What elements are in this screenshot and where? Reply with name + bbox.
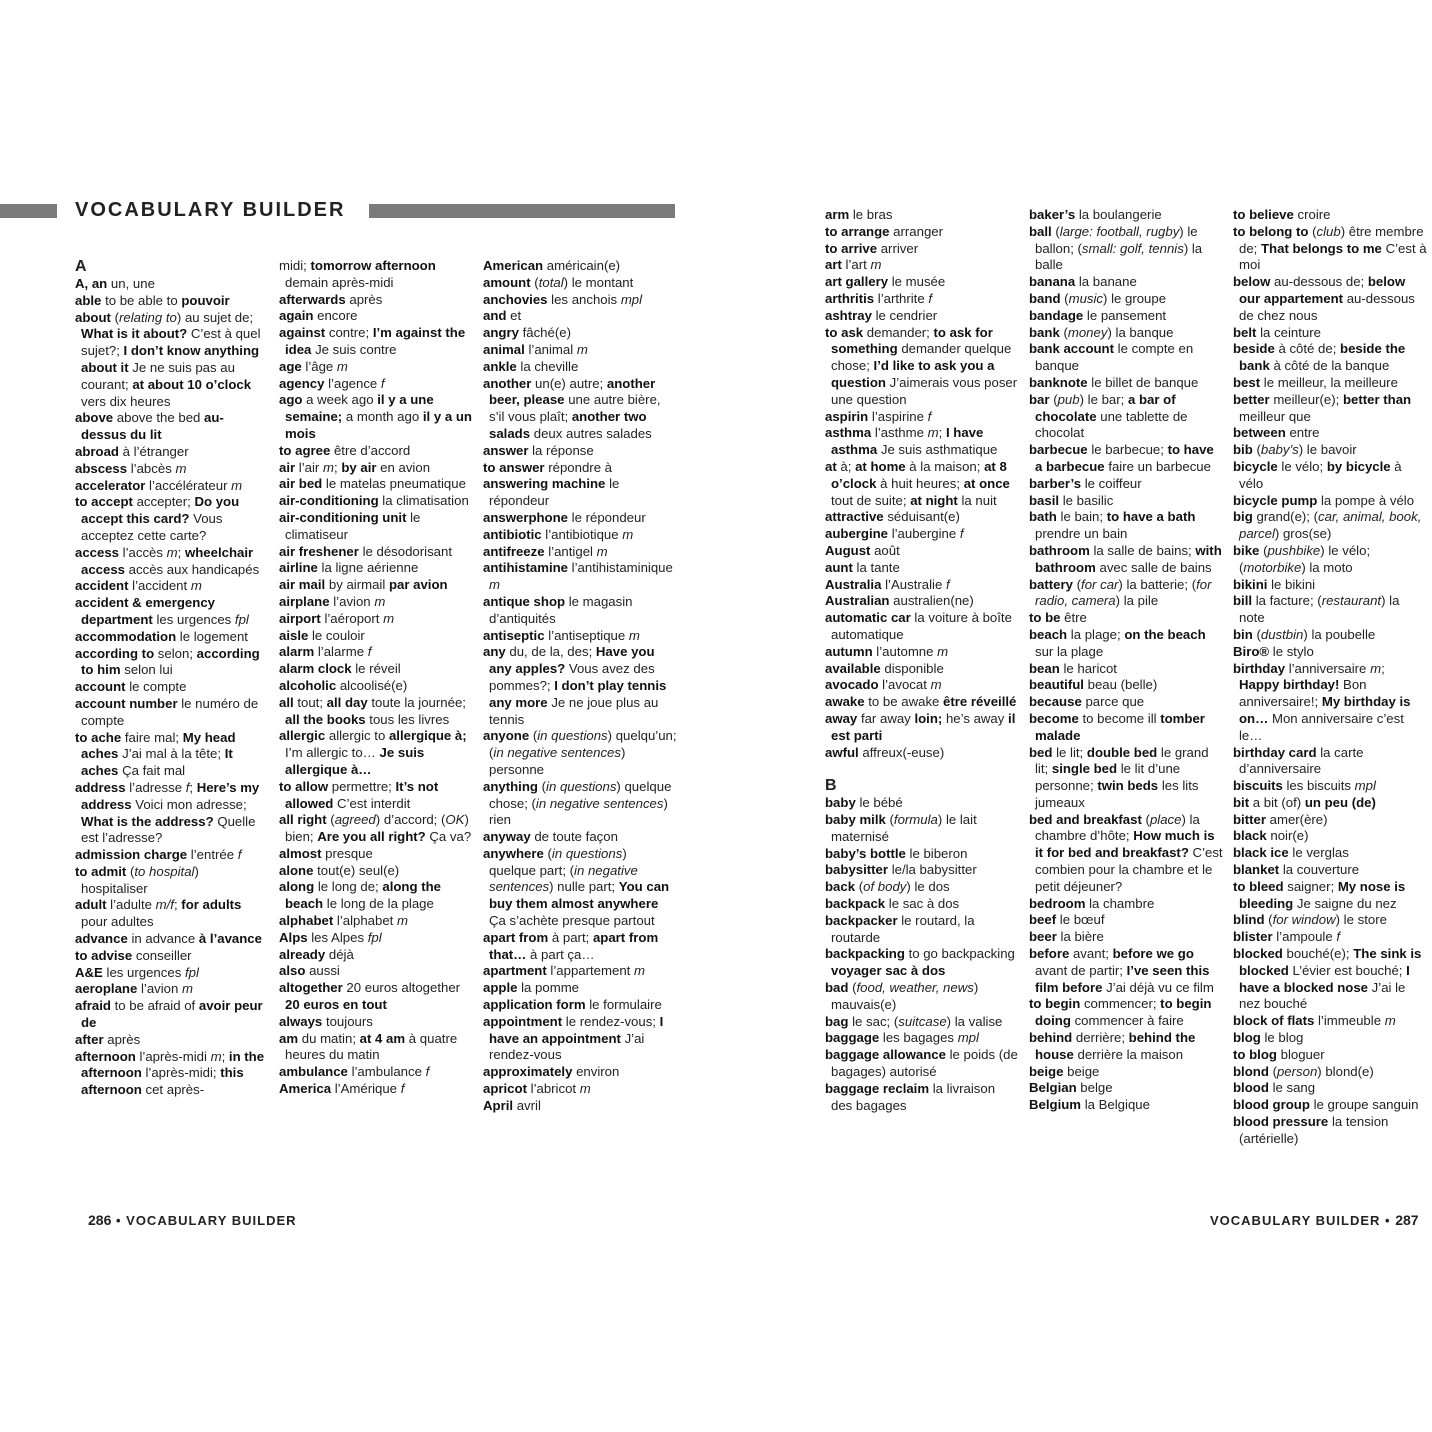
- dictionary-entry: ball (large: football, rugby) le ballon; (small: golf, tennis) la balle: [1029, 223, 1203, 273]
- dictionary-entry: alarm clock le réveil: [279, 661, 401, 677]
- dictionary-entry: to admit (to hospital) hospitaliser: [75, 863, 199, 896]
- page-title: VOCABULARY BUILDER: [75, 199, 346, 221]
- dictionary-entry: to agree être d’accord: [279, 442, 411, 458]
- dictionary-entry: to ask demander; to ask for something demander quelque chose; I’d like to ask you a question J’aimerais vous poser une question: [825, 324, 1018, 407]
- dictionary-entry: anywhere (in questions) quelque part; (in negative sentences) nulle part; You can buy them almost anywhere Ça s’achète presque partout: [483, 845, 670, 929]
- dictionary-entry: ashtray le cendrier: [825, 307, 938, 323]
- dictionary-entry: about (relating to) au sujet de; What is it about? C’est à quel sujet?; I don’t know anything about it Je ne suis pas au courant; at about 10 o’clock vers dix heures: [75, 309, 261, 409]
- dictionary-entry: beside à côté de; beside the bank à côté de la banque: [1233, 341, 1406, 374]
- dictionary-entry: barber’s le coiffeur: [1029, 475, 1142, 491]
- dictionary-entry: between entre: [1233, 425, 1320, 441]
- dictionary-entry: bin (dustbin) la poubelle: [1233, 626, 1376, 642]
- footer-right-label: VOCABULARY BUILDER •: [1210, 1213, 1391, 1228]
- dictionary-entry: another un(e) autre; another beer, please une autre bière, s’il vous plaît; another two salads deux autres salades: [483, 375, 661, 441]
- dictionary-entry: baby’s bottle le biberon: [825, 845, 968, 861]
- dictionary-entry: alcoholic alcoolisé(e): [279, 677, 408, 693]
- dictionary-entry: banknote le billet de banque: [1029, 374, 1199, 390]
- dictionary-entry: better meilleur(e); better than meilleur que: [1233, 391, 1412, 424]
- dictionary-entry: antihistamine l’antihistaminique m: [483, 560, 673, 593]
- dictionary-entry: best le meilleur, la meilleure: [1233, 374, 1398, 390]
- dictionary-entry: to arrive arriver: [825, 240, 919, 256]
- dictionary-entry: age l’âge m: [279, 358, 348, 374]
- dictionary-entry: air mail by airmail par avion: [279, 577, 448, 593]
- dictionary-entry: allergic allergic to allergique à; I’m allergic to… Je suis allergique à…: [279, 728, 467, 777]
- dictionary-entry: America l’Amérique f: [279, 1081, 405, 1097]
- dictionary-entry: to accept accepter; Do you accept this card? Vous acceptez cette carte?: [75, 494, 240, 543]
- dictionary-entry: air l’air m; by air en avion: [279, 459, 431, 475]
- dictionary-column-3: [483, 258, 677, 1115]
- dictionary-entry: according to selon; according to him selon lui: [75, 645, 260, 678]
- dictionary-entry: anchovies les anchois mpl: [483, 291, 643, 307]
- dictionary-entry: answering machine le répondeur: [483, 476, 620, 509]
- dictionary-column-5: [1029, 207, 1223, 1114]
- dictionary-entry: Belgium la Belgique: [1029, 1097, 1150, 1113]
- dictionary-entry: aubergine l’aubergine f: [825, 526, 964, 542]
- header-bar-right: [369, 204, 675, 218]
- dictionary-entry: all right (agreed) d’accord; (OK) bien; Are you all right? Ça va?: [279, 812, 472, 845]
- dictionary-entry: bad (food, weather, news) mauvais(e): [825, 980, 979, 1012]
- letter-heading: A: [75, 258, 87, 275]
- dictionary-entry: Australian australien(ne): [825, 593, 974, 609]
- dictionary-entry: to allow permettre; It’s not allowed C’est interdit: [279, 778, 439, 811]
- dictionary-entry: beef le bœuf: [1029, 912, 1105, 928]
- dictionary-entry: advance in advance à l’avance: [75, 931, 262, 947]
- dictionary-entry: animal l’animal m: [483, 341, 588, 357]
- dictionary-entry: apart from à part; apart from that… à part ça…: [483, 929, 659, 962]
- dictionary-entry: awake to be awake être réveillé: [825, 694, 1017, 710]
- page-number-right: 287: [1395, 1212, 1419, 1228]
- footer-right: [1210, 1212, 1419, 1228]
- dictionary-entry: access l’accès m; wheelchair access accès aux handicapés: [75, 544, 260, 577]
- dictionary-entry: baggage allowance le poids (de bagages) autorisé: [825, 1047, 1018, 1080]
- dictionary-entry: after après: [75, 1031, 141, 1047]
- dictionary-entry: babysitter le/la babysitter: [825, 862, 977, 878]
- dictionary-column-4: [825, 207, 1019, 1114]
- dictionary-entry: ago a week ago il y a une semaine; a month ago il y a un mois: [279, 392, 472, 441]
- dictionary-column-2: [279, 258, 473, 1098]
- dictionary-entry: art l’art m: [825, 257, 882, 273]
- dictionary-entry: admission charge l’entrée f: [75, 847, 242, 863]
- dictionary-entry: blind (for window) le store: [1233, 912, 1387, 928]
- dictionary-entry: afraid to be afraid of avoir peur de: [75, 998, 263, 1031]
- dictionary-entry: blocked bouché(e); The sink is blocked L’évier est bouché; I have a blocked nose J’ai le nez bouché: [1233, 946, 1422, 1012]
- dictionary-entry: birthday l’anniversaire m; Happy birthday! Bon anniversaire!; My birthday is on… Mon anniversaire c’est le…: [1233, 660, 1411, 743]
- dictionary-entry: April avril: [483, 1097, 541, 1113]
- dictionary-entry: below au-dessous de; below our appartement au-dessous de chez nous: [1233, 274, 1415, 323]
- dictionary-entry: ankle la cheville: [483, 358, 579, 374]
- dictionary-entry: black noir(e): [1233, 828, 1309, 844]
- dictionary-entry: arthritis l’arthrite f: [825, 290, 933, 306]
- dictionary-entry: antifreeze l’antigel m: [483, 543, 608, 559]
- dictionary-entry: bit a bit (of) un peu (de): [1233, 794, 1376, 810]
- dictionary-entry: antique shop le magasin d’antiquités: [483, 593, 633, 626]
- dictionary-entry: automatic car la voiture à boîte automatique: [825, 610, 1012, 642]
- dictionary-entry: back (of body) le dos: [825, 879, 950, 895]
- dictionary-entry: ambulance l’ambulance f: [279, 1064, 430, 1080]
- dictionary-entry: baggage les bagages mpl: [825, 1030, 979, 1046]
- dictionary-entry: already déjà: [279, 946, 354, 962]
- dictionary-entry: bathroom la salle de bains; with bathroom avec salle de bains: [1029, 542, 1222, 575]
- dictionary-entry: bandage le pansement: [1029, 307, 1167, 323]
- dictionary-entry: blond (person) blond(e): [1233, 1063, 1374, 1079]
- dictionary-entry: beige beige: [1029, 1063, 1100, 1079]
- dictionary-entry: alphabet l’alphabet m: [279, 913, 409, 929]
- dictionary-column-6: [1233, 207, 1427, 1148]
- dictionary-entry: bitter amer(ère): [1233, 811, 1328, 827]
- dictionary-entry: antiseptic l’antiseptique m: [483, 627, 640, 643]
- dictionary-entry: bag le sac; (suitcase) la valise: [825, 1013, 1003, 1029]
- dictionary-entry: baby le bébé: [825, 795, 903, 811]
- dictionary-entry: above above the bed au-dessus du lit: [75, 410, 224, 443]
- dictionary-entry: and et: [483, 308, 522, 324]
- dictionary-entry: bicycle pump la pompe à vélo: [1233, 492, 1415, 508]
- page-number-left: 286: [88, 1212, 112, 1228]
- dictionary-entry: Biro® le stylo: [1233, 643, 1314, 659]
- dictionary-entry: to arrange arranger: [825, 223, 944, 239]
- dictionary-entry: air bed le matelas pneumatique: [279, 476, 466, 492]
- dictionary-entry: aspirin l’aspirine f: [825, 408, 932, 424]
- dictionary-entry: amount (total) le montant: [483, 274, 634, 290]
- dictionary-entry: biscuits les biscuits mpl: [1233, 778, 1376, 794]
- dictionary-entry: bikini le bikini: [1233, 576, 1316, 592]
- dictionary-entry: battery (for car) la batterie; (for radio, camera) la pile: [1029, 576, 1212, 609]
- dictionary-entry: bar (pub) le bar; a bar of chocolate une tablette de chocolat: [1029, 391, 1188, 441]
- dictionary-entry: band (music) le groupe: [1029, 290, 1167, 306]
- dictionary-entry: August août: [825, 542, 900, 558]
- dictionary-entry: accommodation le logement: [75, 628, 248, 644]
- dictionary-entry: autumn l’automne m: [825, 643, 949, 659]
- dictionary-entry: blanket la couverture: [1233, 862, 1360, 878]
- dictionary-entry: address l’adresse f; Here’s my address Voici mon adresse; What is the address? Quelle est l’adresse?: [75, 779, 260, 846]
- dictionary-entry: Australia l’Australie f: [825, 576, 950, 592]
- dictionary-entry: approximately environ: [483, 1064, 620, 1080]
- dictionary-entry: air freshener le désodorisant: [279, 543, 453, 559]
- dictionary-entry: block of flats l’immeuble m: [1233, 1013, 1396, 1029]
- dictionary-entry: attractive séduisant(e): [825, 509, 960, 525]
- dictionary-entry: midi; tomorrow afternoon demain après-midi: [279, 258, 436, 290]
- dictionary-entry: afternoon l’après-midi m; in the afternoon l’après-midi; this afternoon cet après-: [75, 1048, 265, 1098]
- dictionary-entry: barbecue le barbecue; to have a barbecue faire un barbecue: [1029, 442, 1214, 474]
- dictionary-entry: apple la pomme: [483, 980, 580, 996]
- dictionary-entry: behind derrière; behind the house derrière la maison: [1029, 1030, 1196, 1062]
- dictionary-entry: also aussi: [279, 963, 340, 979]
- dictionary-entry: blood le sang: [1233, 1080, 1316, 1096]
- dictionary-entry: to belong to (club) être membre de; That belongs to me C’est à moi: [1233, 223, 1427, 273]
- dictionary-entry: airport l’aéroport m: [279, 610, 395, 626]
- dictionary-entry: blister l’ampoule f: [1233, 929, 1341, 945]
- footer-left: [88, 1212, 297, 1228]
- dictionary-entry: account number le numéro de compte: [75, 695, 259, 728]
- dictionary-entry: anything (in questions) quelque chose; (in negative sentences) rien: [483, 778, 672, 828]
- dictionary-entry: birthday card la carte d’anniversaire: [1233, 744, 1364, 777]
- dictionary-entry: accelerator l’accélérateur m: [75, 477, 243, 493]
- dictionary-entry: bed and breakfast (place) la chambre d’hôte; How much is it for bed and breakfast? C’est combien pour la chambre et le petit déjeuner?: [1029, 811, 1223, 894]
- dictionary-entry: answer la réponse: [483, 442, 594, 458]
- dictionary-entry: backpacker le routard, la routarde: [825, 912, 975, 945]
- dictionary-entry: airplane l’avion m: [279, 593, 386, 609]
- dictionary-entry: baggage reclaim la livraison des bagages: [825, 1080, 996, 1113]
- dictionary-entry: any du, de la, des; Have you any apples? Vous avez des pommes?; I don’t play tennis any more Je ne joue plus au tennis: [483, 644, 667, 727]
- dictionary-entry: all tout; all day toute la journée; all the books tous les livres: [279, 694, 466, 727]
- dictionary-entry: aisle le couloir: [279, 627, 365, 643]
- dictionary-entry: alone tout(e) seul(e): [279, 862, 400, 878]
- dictionary-entry: bed le lit; double bed le grand lit; single bed le lit d’une personne; twin beds les lits jumeaux: [1029, 744, 1209, 810]
- dictionary-entry: American américain(e): [483, 258, 621, 273]
- dictionary-entry: banana la banane: [1029, 274, 1137, 290]
- dictionary-entry: baby milk (formula) le lait maternisé: [825, 812, 977, 844]
- dictionary-entry: to ache faire mal; My head aches J’ai mal à la tête; It aches Ça fait mal: [75, 729, 236, 779]
- dictionary-entry: Belgian belge: [1029, 1080, 1113, 1096]
- dictionary-entry: backpack le sac à dos: [825, 896, 960, 912]
- dictionary-entry: appointment le rendez-vous; I have an appointment J’ai rendez-vous: [483, 1013, 664, 1063]
- dictionary-entry: accident & emergency department les urgences fpl: [75, 595, 249, 627]
- dictionary-entry: able to be able to pouvoir: [75, 292, 230, 308]
- dictionary-entry: apricot l’abricot m: [483, 1081, 591, 1097]
- dictionary-entry: Alps les Alpes fpl: [279, 929, 382, 945]
- dictionary-entry: to be être: [1029, 610, 1087, 626]
- dictionary-entry: to advise conseiller: [75, 947, 192, 963]
- dictionary-entry: to answer répondre à: [483, 459, 613, 475]
- dictionary-entry: art gallery le musée: [825, 274, 946, 290]
- dictionary-entry: aeroplane l’avion m: [75, 981, 194, 997]
- dictionary-entry: because parce que: [1029, 694, 1145, 710]
- dictionary-entry: available disponible: [825, 660, 944, 676]
- dictionary-entry: afterwards après: [279, 291, 383, 307]
- dictionary-entry: bath le bain; to have a bath prendre un bain: [1029, 509, 1196, 542]
- dictionary-entry: anyway de toute façon: [483, 829, 618, 845]
- dictionary-entry: beautiful beau (belle): [1029, 677, 1158, 693]
- dictionary-entry: accident l’accident m: [75, 578, 202, 594]
- dictionary-entry: at à; at home à la maison; at 8 o’clock à huit heures; at once tout de suite; at night la nuit: [825, 458, 1010, 508]
- header-bar-left: [0, 204, 57, 218]
- dictionary-entry: awful affreux(-euse): [825, 744, 945, 760]
- dictionary-entry: am du matin; at 4 am à quatre heures du matin: [279, 1030, 458, 1063]
- dictionary-entry: agency l’agence f: [279, 375, 385, 391]
- dictionary-entry: blood pressure la tension (artérielle): [1233, 1114, 1389, 1146]
- dictionary-entry: blog le blog: [1233, 1030, 1304, 1046]
- dictionary-entry: to begin commencer; to begin doing commencer à faire: [1029, 996, 1212, 1029]
- dictionary-entry: belt la ceinture: [1233, 324, 1321, 340]
- dictionary-entry: abscess l’abcès m: [75, 460, 187, 476]
- dictionary-entry: altogether 20 euros altogether 20 euros en tout: [279, 980, 461, 1013]
- dictionary-entry: beer la bière: [1029, 929, 1104, 945]
- dictionary-entry: alarm l’alarme f: [279, 644, 372, 660]
- dictionary-entry: to believe croire: [1233, 207, 1331, 222]
- section-gap: [825, 761, 1019, 777]
- dictionary-entry: again encore: [279, 308, 358, 324]
- dictionary-entry: to bleed saigner; My nose is bleeding Je saigne du nez: [1233, 878, 1406, 911]
- dictionary-entry: aunt la tante: [825, 559, 900, 575]
- dictionary-entry: bib (baby’s) le bavoir: [1233, 442, 1357, 458]
- dictionary-column-1: [75, 258, 269, 1099]
- dictionary-entry: arm le bras: [825, 207, 893, 222]
- dictionary-entry: always toujours: [279, 1013, 373, 1029]
- dictionary-entry: air-conditioning la climatisation: [279, 493, 469, 509]
- dictionary-entry: bike (pushbike) le vélo; (motorbike) la moto: [1233, 542, 1371, 575]
- dictionary-entry: anyone (in questions) quelqu’un; (in negative sentences) personne: [483, 728, 677, 777]
- dictionary-entry: adult l’adulte m/f; for adults pour adultes: [75, 897, 242, 930]
- dictionary-entry: almost presque: [279, 845, 373, 861]
- dictionary-entry: become to become ill tomber malade: [1029, 710, 1205, 743]
- dictionary-entry: air-conditioning unit le climatiseur: [279, 509, 421, 542]
- dictionary-entry: bank (money) la banque: [1029, 324, 1174, 340]
- dictionary-entry: antibiotic l’antibiotique m: [483, 526, 634, 542]
- dictionary-entry: before avant; before we go avant de partir; I’ve seen this film before J’ai déjà vu ce film: [1029, 946, 1214, 995]
- dictionary-entry: bank account le compte en banque: [1029, 341, 1194, 374]
- dictionary-entry: bean le haricot: [1029, 660, 1117, 676]
- dictionary-entry: against contre; I’m against the idea Je suis contre: [279, 325, 466, 357]
- dictionary-entry: along le long de; along the beach le long de la plage: [279, 879, 441, 912]
- dictionary-entry: beach la plage; on the beach sur la plage: [1029, 626, 1206, 659]
- dictionary-entry: answerphone le répondeur: [483, 509, 646, 525]
- letter-heading: B: [825, 777, 837, 795]
- dictionary-entry: blood group le groupe sanguin: [1233, 1097, 1419, 1113]
- dictionary-entry: airline la ligne aérienne: [279, 560, 419, 576]
- dictionary-entry: big grand(e); (car, animal, book, parcel) gros(se): [1233, 509, 1422, 542]
- dictionary-entry: avocado l’avocat m: [825, 677, 942, 693]
- dictionary-entry: A&E les urgences fpl: [75, 964, 199, 980]
- dictionary-entry: baker’s la boulangerie: [1029, 207, 1162, 222]
- dictionary-entry: basil le basilic: [1029, 492, 1114, 508]
- footer-left-label: • VOCABULARY BUILDER: [115, 1213, 297, 1228]
- dictionary-entry: abroad à l’étranger: [75, 443, 189, 459]
- dictionary-entry: bicycle le vélo; by bicycle à vélo: [1233, 458, 1402, 491]
- dictionary-entry: angry fâché(e): [483, 325, 571, 341]
- dictionary-entry: black ice le verglas: [1233, 845, 1349, 861]
- dictionary-entry: application form le formulaire: [483, 997, 662, 1013]
- dictionary-entry: bill la facture; (restaurant) la note: [1233, 593, 1400, 626]
- dictionary-entry: bedroom la chambre: [1029, 895, 1155, 911]
- dictionary-entry: backpacking to go backpacking voyager sac à dos: [825, 946, 1015, 979]
- dictionary-entry: away far away loin; he’s away il est parti: [825, 710, 1016, 743]
- dictionary-entry: A, an un, une: [75, 276, 155, 291]
- dictionary-entry: account le compte: [75, 679, 187, 695]
- dictionary-entry: asthma l’asthme m; I have asthma Je suis asthmatique: [825, 425, 998, 458]
- dictionary-entry: apartment l’appartement m: [483, 963, 645, 979]
- dictionary-entry: to blog bloguer: [1233, 1046, 1325, 1062]
